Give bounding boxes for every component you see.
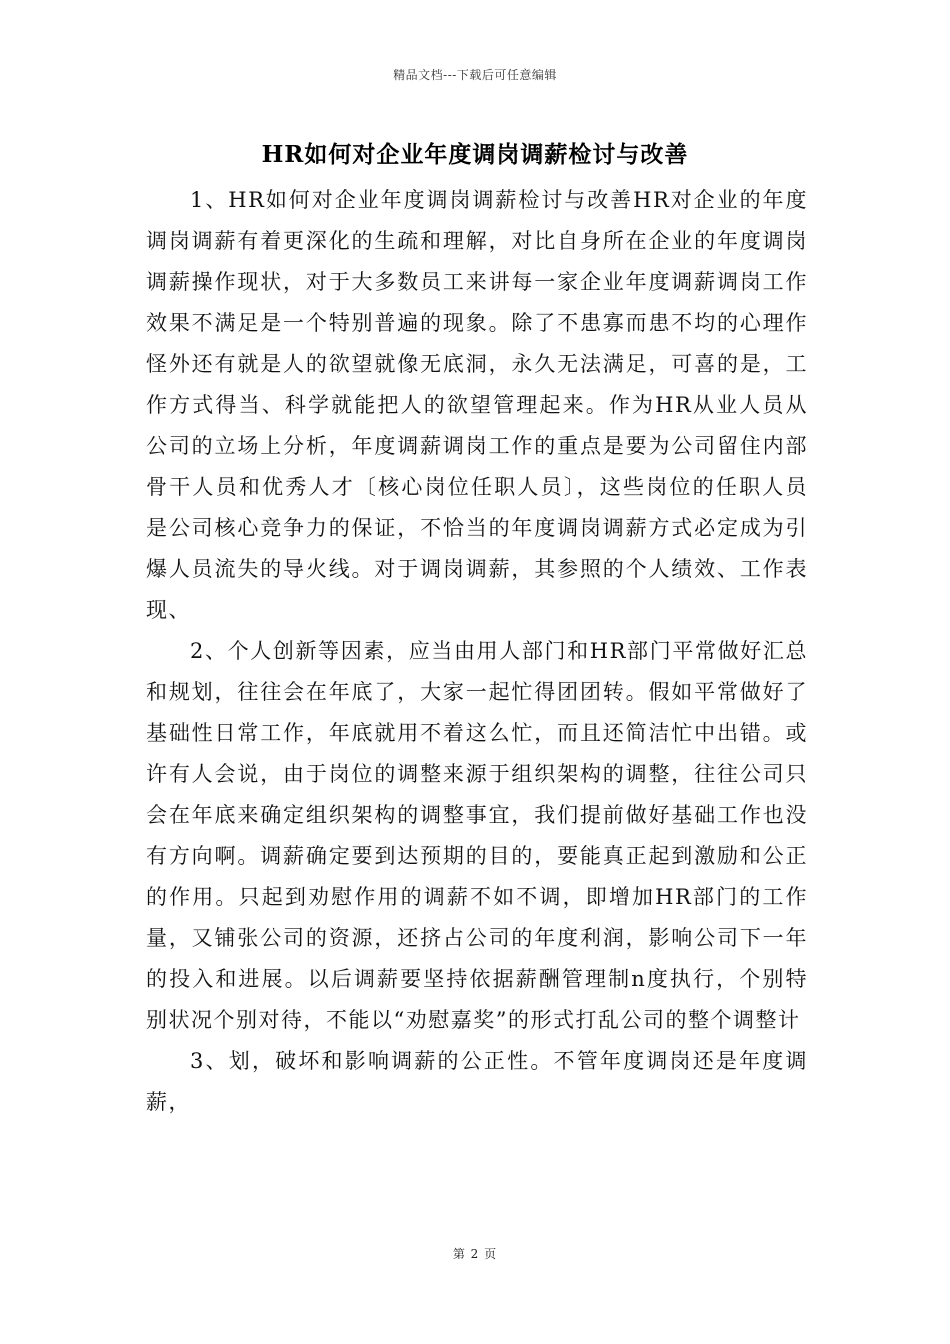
paragraph-2: 2、个人创新等因素，应当由用人部门和HR部门平常做好汇总和规划，往往会在年底了，大家一起忙得团团转。假如平常做好了基础性日常工作，年底就用不着这么忙，而且还简洁忙中出错。或许有人会说，由于岗位的调整来源于组织架构的调整，往往公司只会在年底来确定组织架构的调整事宜，我们提前做好基础工作也没有方向啊。调薪确定要到达预期的目的，要能真正起到激励和公正的作用。只起到劝慰作用的调薪不如不调，即增加HR部门的工作量，又铺张公司的资源，还挤占公司的年度利润，影响公司下一年的投入和进展。以后调薪要坚持依据薪酬管理制n度执行，个别特别状况个别对待，不能以“劝慰嘉奖”的形式打乱公司的整个调整计 bbox=[146, 639, 808, 1032]
paragraph-1: 1、HR如何对企业年度调岗调薪检讨与改善HR对企业的年度调岗调薪有着更深化的生疏和理解，对比自身所在企业的年度调岗调薪操作现状，对于大多数员工来讲每一家企业年度调薪调岗工作效果不满足是一个特别普遍的现象。除了不患寡而患不均的心理作怪外还有就是人的欲望就像无底洞，永久无法满足，可喜的是，工作方式得当、科学就能把人的欲望管理起来。作为HR从业人员从公司的立场上分析，年度调薪调岗工作的重点是要为公司留住内部骨干人员和优秀人才〔核心岗位任职人员〕，这些岗位的任职人员是公司核心竞争力的保证，不恰当的年度调岗调薪方式必定成为引爆人员流失的导火线。对于调岗调薪，其参照的个人绩效、工作表现、 bbox=[146, 188, 808, 622]
document-title: HR如何对企业年度调岗调薪检讨与改善 bbox=[261, 141, 689, 168]
paragraph-3: 3、划，破坏和影响调薪的公正性。不管年度调岗还是年度调薪， bbox=[146, 1049, 808, 1114]
page-number: 第 2 页 bbox=[452, 1247, 498, 1261]
page-header: 精品文档---下载后可任意编辑 bbox=[393, 68, 557, 82]
document-body bbox=[146, 180, 808, 1123]
